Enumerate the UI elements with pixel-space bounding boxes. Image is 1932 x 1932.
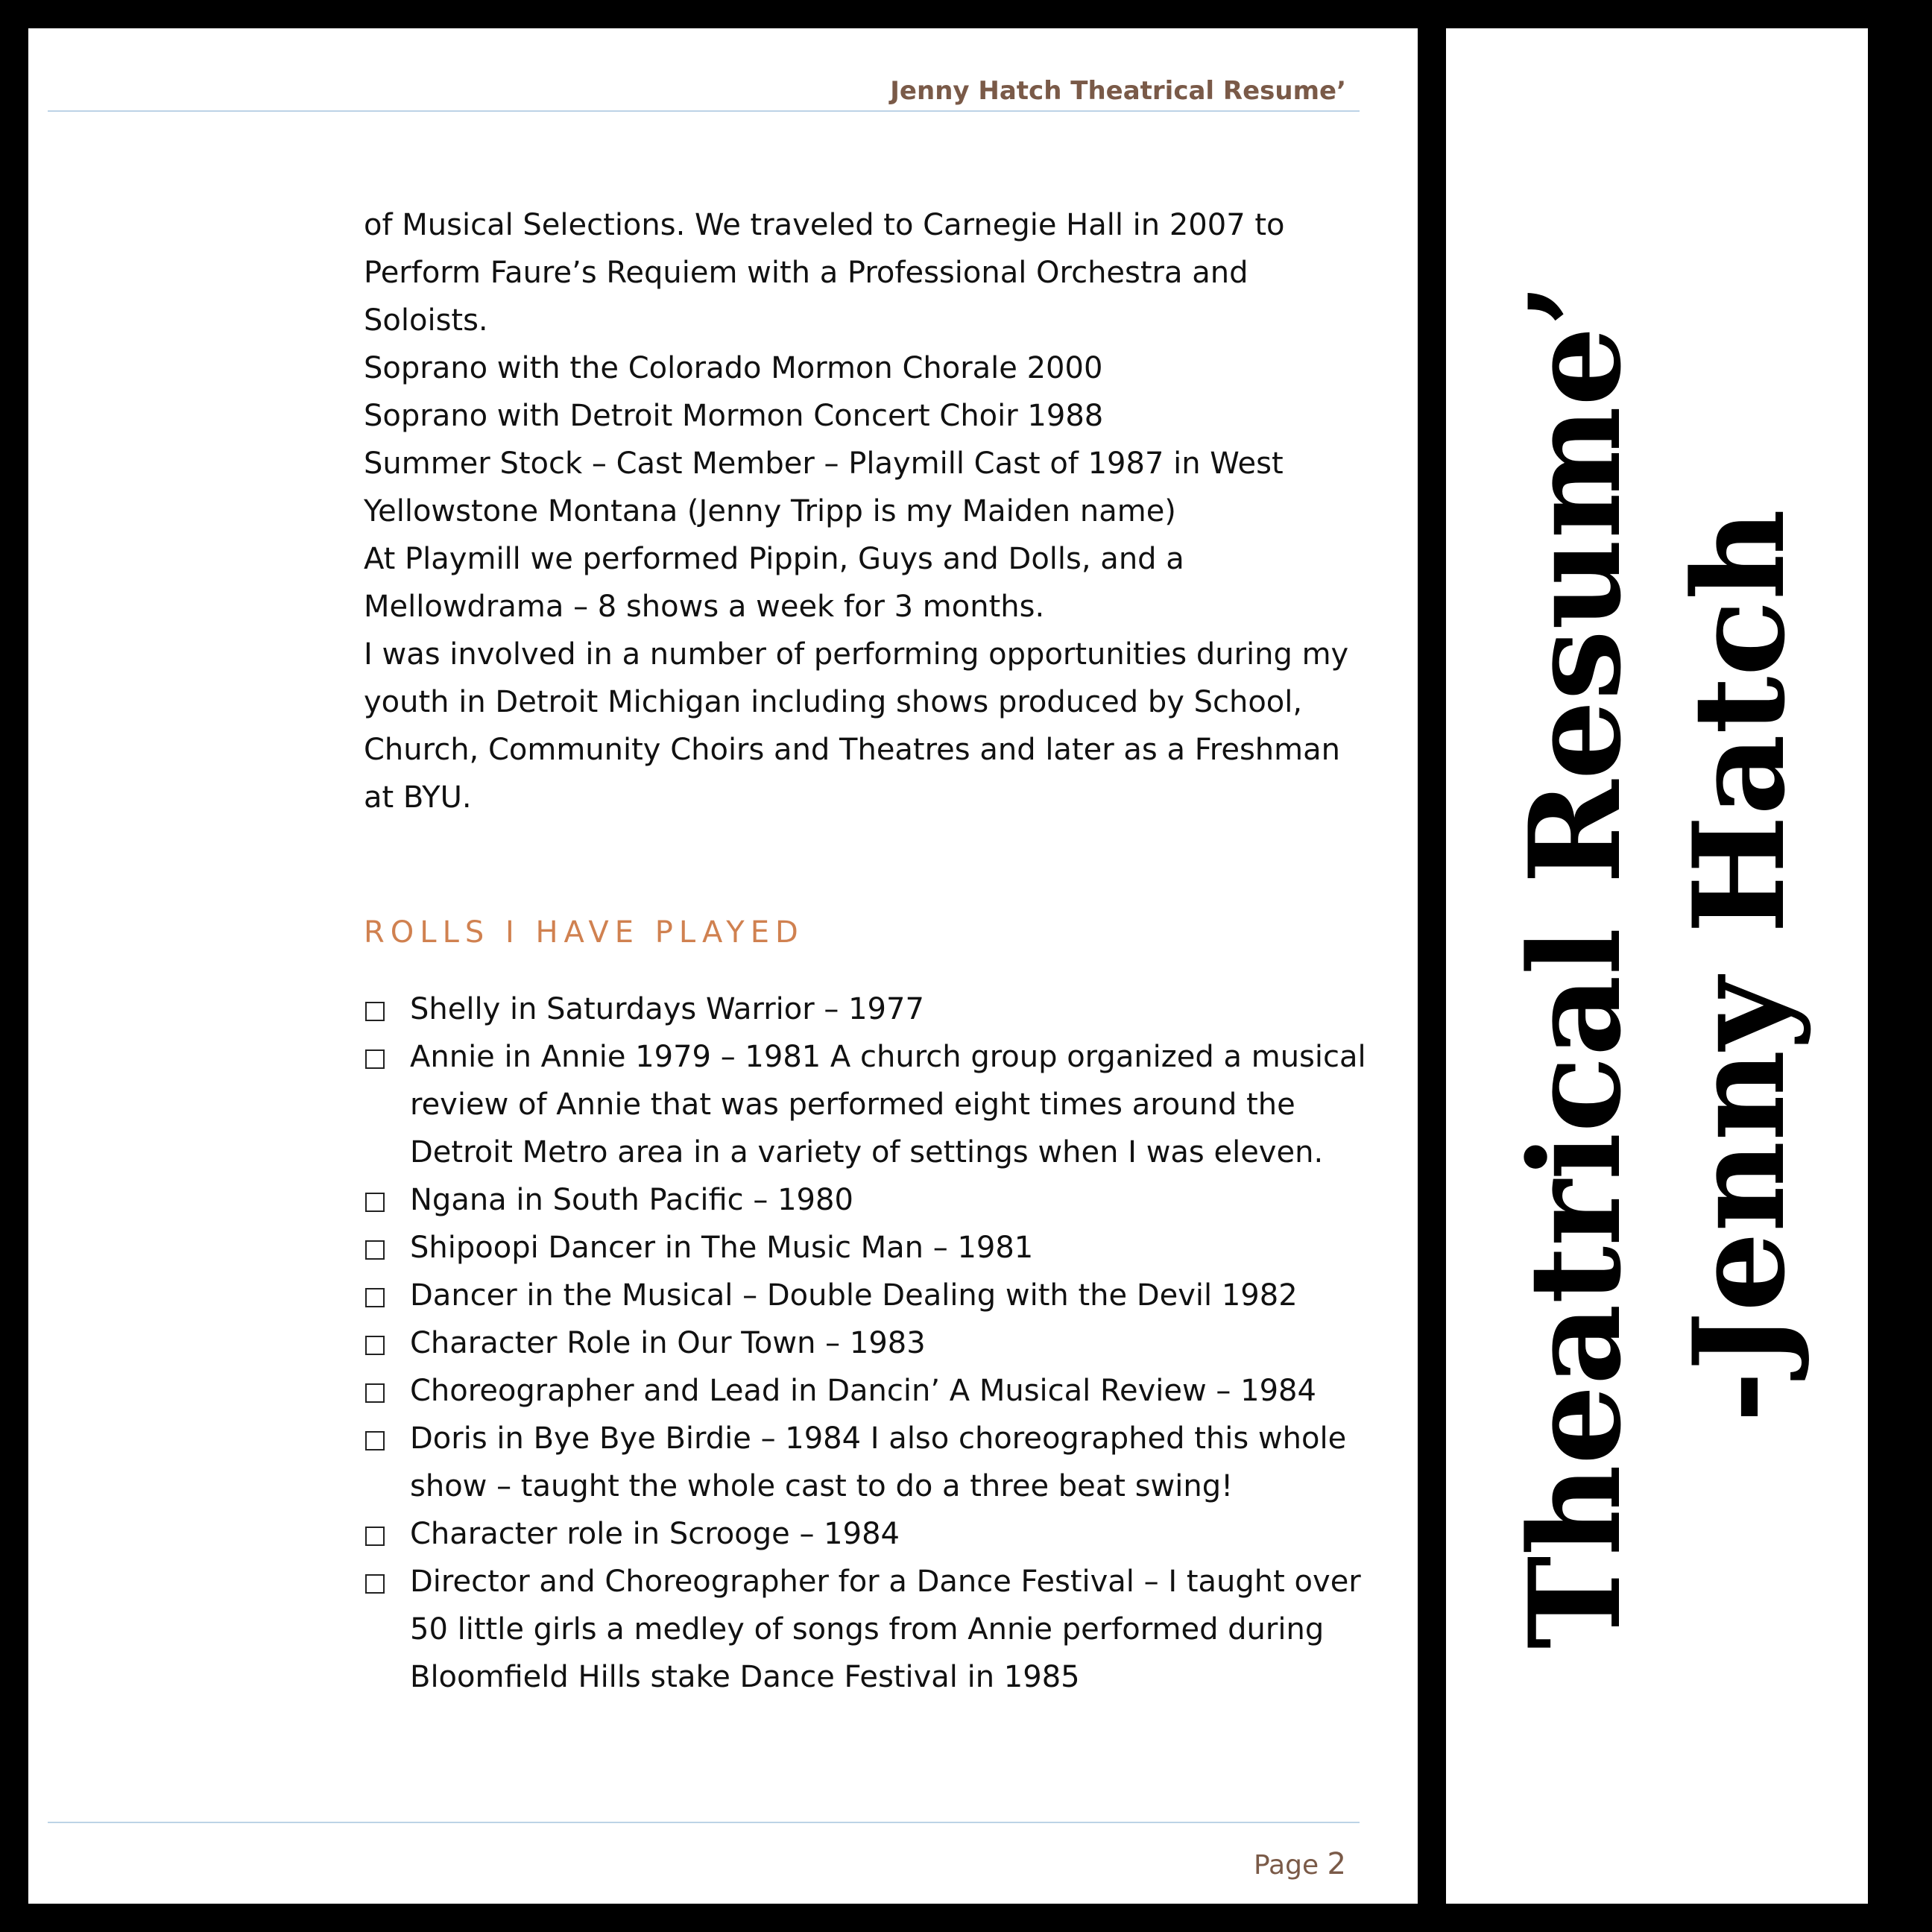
list-item-text: Annie in Annie 1979 – 1981 A church group organized a musical review of Annie that was performed eight times around the Detroit Metro area in a variety of settings when I was eleven. [410, 1040, 1366, 1169]
list-item-text: Ngana in South Pacific – 1980 [410, 1183, 853, 1217]
list-item [364, 1176, 1392, 1224]
checkbox-icon [365, 1383, 385, 1403]
side-banner-line1: Theatrical Resume’ [1501, 282, 1649, 1650]
paragraph: Summer Stock – Cast Member – Playmill Cast of 1987 in West Yellowstone Montana (Jenny Tripp is my Maiden name) [364, 446, 1284, 528]
list-item-text: Character role in Scrooge – 1984 [410, 1517, 900, 1551]
list-item [364, 1224, 1392, 1272]
list-item [364, 1367, 1392, 1415]
header-title: Jenny Hatch Theatrical Resume’ [890, 76, 1346, 106]
list-item-text: Doris in Bye Bye Birdie – 1984 I also choreographed this whole show – taught the whole cast to do a three beat swing! [410, 1421, 1347, 1503]
list-item-text: Shelly in Saturdays Warrior – 1977 [410, 992, 924, 1026]
list-item [364, 1510, 1392, 1558]
list-item [364, 1319, 1392, 1367]
checkbox-icon [365, 1240, 385, 1260]
paragraph: I was involved in a number of performing opportunities during my youth in Detroit Michigan including shows produced by School, Church, Community Choirs and Theatres and later as a Freshman at BYU. [364, 637, 1349, 815]
side-banner-title [1493, 283, 1821, 1650]
document-page [28, 28, 1418, 1904]
list-item [364, 1558, 1392, 1701]
section-heading: ROLLS I HAVE PLAYED [364, 915, 804, 950]
body-text [364, 201, 1355, 821]
checkbox-icon [365, 1288, 385, 1307]
list-item-text: Dancer in the Musical – Double Dealing with the Devil 1982 [410, 1278, 1298, 1313]
checkbox-icon [365, 1336, 385, 1355]
list-item [364, 1033, 1392, 1176]
paragraph: of Musical Selections. We traveled to Carnegie Hall in 2007 to Perform Faure’s Requiem with a Professional Orchestra and Soloists. [364, 208, 1285, 338]
checkbox-icon [365, 1527, 385, 1546]
roles-list [364, 985, 1392, 1701]
side-banner-line2: -Jenny Hatch [1665, 508, 1813, 1424]
checkbox-icon [365, 1574, 385, 1594]
paragraph: At Playmill we performed Pippin, Guys and Dolls, and a Mellowdrama – 8 shows a week for 3 months. [364, 542, 1184, 624]
list-item-text: Director and Choreographer for a Dance Festival – I taught over 50 little girls a medley of songs from Annie performed during Bloomfield Hills stake Dance Festival in 1985 [410, 1565, 1361, 1694]
list-item-text: Character Role in Our Town – 1983 [410, 1326, 926, 1360]
side-banner [1446, 28, 1868, 1904]
list-item [364, 1272, 1392, 1319]
page-label: Page [1253, 1850, 1319, 1881]
checkbox-icon [365, 1193, 385, 1212]
checkbox-icon [365, 1431, 385, 1450]
list-item [364, 985, 1392, 1033]
list-item-text: Shipoopi Dancer in The Music Man – 1981 [410, 1231, 1034, 1265]
page-number-value: 2 [1327, 1847, 1346, 1881]
header-divider [48, 110, 1360, 112]
page-number [1254, 1847, 1346, 1881]
list-item [364, 1415, 1392, 1510]
paragraph: Soprano with the Colorado Mormon Chorale 2000 [364, 351, 1103, 385]
list-item-text: Choreographer and Lead in Dancin’ A Musical Review – 1984 [410, 1374, 1316, 1408]
checkbox-icon [365, 1049, 385, 1069]
checkbox-icon [365, 1002, 385, 1021]
paragraph: Soprano with Detroit Mormon Concert Choir 1988 [364, 399, 1104, 433]
footer-divider [48, 1822, 1360, 1823]
